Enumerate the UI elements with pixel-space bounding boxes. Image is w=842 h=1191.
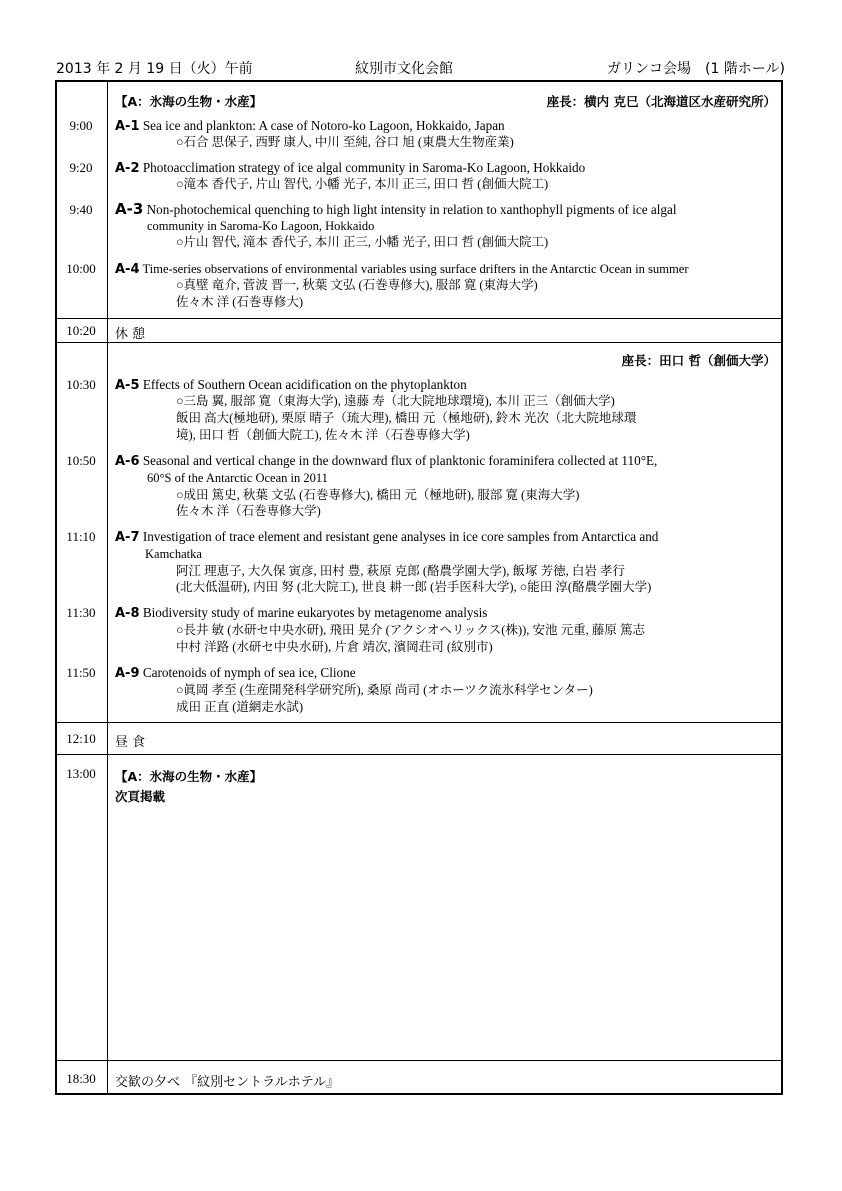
talk-time: 10:30 xyxy=(66,377,96,392)
talk-authors: ○三島 翼, 服部 寛（東海大学), 遠藤 寿（北大院地球環境), 本川 正三（創価大学) xyxy=(176,394,615,408)
talk-code: A-1 xyxy=(115,119,140,134)
row-divider xyxy=(55,754,783,755)
break-time: 10:20 xyxy=(66,323,96,338)
time-column-divider xyxy=(107,80,108,1095)
afternoon-session-title: 【A：氷海の生物・水産】 xyxy=(115,769,263,784)
talk-title xyxy=(115,377,777,394)
talk-time: 11:30 xyxy=(66,605,96,620)
talk-code: A-7 xyxy=(115,530,140,545)
talk-time: 9:20 xyxy=(69,160,93,175)
talk-title-text: Non-photochemical quenching to high light intensity in relation to xanthophyll pigments of ice algal xyxy=(146,202,677,217)
talk-time: 9:40 xyxy=(69,202,93,217)
break-label: 休 憩 xyxy=(115,327,146,342)
talk-title-text: Biodiversity study of marine eukaryotes by metagenome analysis xyxy=(142,605,488,620)
talk-title xyxy=(115,160,777,177)
talk-time: 11:50 xyxy=(66,665,96,680)
room-name: ガリンコ会場 (1 階ホール) xyxy=(606,61,785,77)
talk-authors: ○眞岡 孝至 (生産開発科学研究所), 桑原 尚司 (オホーツク流氷科学センター) xyxy=(176,683,593,697)
talk-title xyxy=(115,118,777,135)
talk-title-continued: Kamchatka xyxy=(145,547,202,561)
talk-code: A-5 xyxy=(115,378,140,393)
talk-title-text: Effects of Southern Ocean acidification on the phytoplankton xyxy=(142,377,467,392)
page-header xyxy=(56,58,785,78)
talk-authors: 境), 田口 哲（創価大院工), 佐々木 洋（石巻専修大学) xyxy=(176,428,470,442)
evening-label: 交歓の夕べ 『紋別セントラルホテル』 xyxy=(115,1075,340,1090)
talk-time: 10:00 xyxy=(66,261,96,276)
talk-authors: ○滝本 香代子, 片山 智代, 小幡 光子, 本川 正三, 田口 哲 (創価大院工) xyxy=(176,177,549,191)
talk-authors: 中村 洋路 (水研セ中央水研), 片倉 靖次, 濱岡荘司 (紋別市) xyxy=(176,640,493,654)
talk-authors: (北大低温研), 内田 努 (北大院工), 世良 耕一郎 (岩手医科大学), ○能田 淳(酪農学園大学) xyxy=(176,580,652,594)
talk-authors: 佐々木 洋（石巻専修大学) xyxy=(176,504,321,518)
talk-authors: ○真壁 竜介, 菅波 晋一, 秋葉 文弘 (石巻専修大), 服部 寛 (東海大学) xyxy=(176,278,538,292)
row-divider xyxy=(55,1060,783,1061)
session-chair: 座長：横内 克巳（北海道区水産研究所） xyxy=(546,94,776,109)
talk-authors: 佐々木 洋 (石巻専修大) xyxy=(176,295,304,309)
afternoon-time: 13:00 xyxy=(66,766,96,781)
talk-title-text: Seasonal and vertical change in the downward flux of planktonic foraminifera collected at 110°E, xyxy=(142,453,658,468)
talk-title xyxy=(115,201,777,218)
talk-authors: 成田 正直 (道網走水試) xyxy=(176,700,304,714)
talk-title xyxy=(115,261,777,278)
talk-authors: ○石合 思保子, 西野 康人, 中川 至純, 谷口 旭 (東農大生物産業) xyxy=(176,135,514,149)
session-chair: 座長：田口 哲（創価大学） xyxy=(621,353,776,368)
talk-time: 10:50 xyxy=(66,453,96,468)
talk-title xyxy=(115,605,777,622)
session-date: 2013 年 2 月 19 日（火）午前 xyxy=(56,61,253,77)
talk-title-text: Investigation of trace element and resistant gene analyses in ice core samples from Antarctica and xyxy=(142,529,659,544)
talk-title xyxy=(115,453,777,470)
row-divider xyxy=(55,722,783,723)
talk-code: A-9 xyxy=(115,666,140,681)
evening-time: 18:30 xyxy=(66,1071,96,1086)
talk-title-continued: 60°S of the Antarctic Ocean in 2011 xyxy=(147,471,328,485)
session-title: 【A：氷海の生物・水産】 xyxy=(115,94,263,109)
talk-authors: 阿江 理恵子, 大久保 寅彦, 田村 豊, 萩原 克郎 (酪農学園大学), 飯塚 芳徳, 白岩 孝行 xyxy=(176,564,625,578)
afternoon-note: 次頁掲載 xyxy=(115,789,166,804)
lunch-label: 昼 食 xyxy=(115,735,146,750)
talk-authors: 飯田 高大(極地研), 栗原 晴子（琉大理), 橋田 元（極地研), 鈴木 光次（北大院地球環 xyxy=(176,411,637,425)
talk-authors: ○長井 敏 (水研セ中央水研), 飛田 晃介 (アクシオヘリックス(株)), 安池 元重, 藤原 篤志 xyxy=(176,623,646,637)
talk-title xyxy=(115,665,777,682)
talk-title-continued: community in Saroma-Ko Lagoon, Hokkaido xyxy=(147,219,375,233)
talk-title xyxy=(115,529,777,546)
talk-authors: ○片山 智代, 滝本 香代子, 本川 正三, 小幡 光子, 田口 哲 (創価大院工) xyxy=(176,235,549,249)
talk-code: A-8 xyxy=(115,606,140,621)
talk-title-text: Carotenoids of nymph of sea ice, Clione xyxy=(142,665,356,680)
talk-title-text: Photoacclimation strategy of ice algal community in Saroma-Ko Lagoon, Hokkaido xyxy=(142,160,586,175)
lunch-time: 12:10 xyxy=(66,731,96,746)
talk-code: A-3 xyxy=(115,200,144,218)
venue-name: 紋別市文化会館 xyxy=(355,61,453,77)
talk-code: A-6 xyxy=(115,454,140,469)
talk-code: A-2 xyxy=(115,161,140,176)
talk-time: 9:00 xyxy=(69,118,93,133)
talk-title-text: Time-series observations of environmental variables using surface drifters in the Antarctic Ocean in summer xyxy=(142,262,689,276)
talk-time: 11:10 xyxy=(66,529,96,544)
talk-code: A-4 xyxy=(115,262,140,277)
row-divider xyxy=(55,318,783,319)
talk-authors: ○成田 篤史, 秋葉 文弘 (石巻専修大), 橋田 元（極地研), 服部 寛 (東海大学) xyxy=(176,488,580,502)
talk-title-text: Sea ice and plankton: A case of Notoro-ko Lagoon, Hokkaido, Japan xyxy=(142,118,505,133)
row-divider xyxy=(55,342,783,343)
